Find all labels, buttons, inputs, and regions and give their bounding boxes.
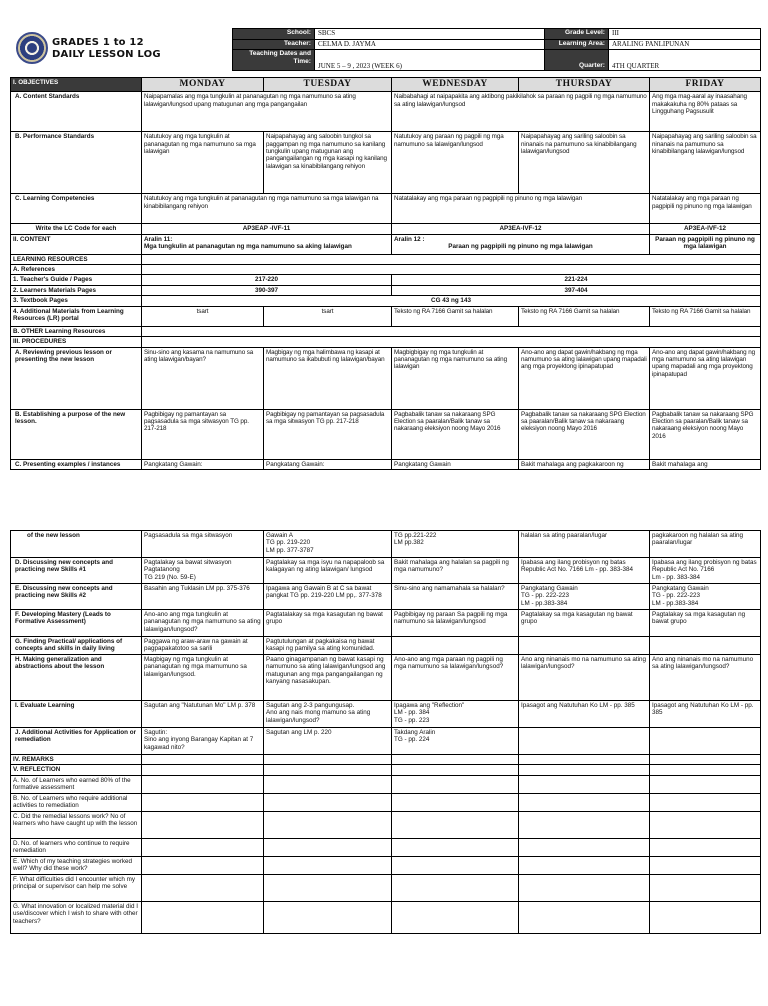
mastery-wed: Pagbibigay ng paraan Sa pagpili ng mga namumuno sa lalawigan/lungsod <box>392 610 519 637</box>
other-resources-blank <box>142 326 761 336</box>
discuss2-fri: Pangkatang Gawain TG - pp. 222-223 LM - pp.383-384 <box>650 584 761 610</box>
area-value: ARALING PANLIPUNAN <box>609 39 761 50</box>
examples2-mon: Pagsasadula sa mga sitwasyon <box>142 531 264 558</box>
day-thursday: THURSDAY <box>519 78 650 92</box>
additional-materials-label: 4. Additional Materials from Learning Resources (LR) portal <box>11 306 142 326</box>
reflection-a-wed <box>392 775 519 793</box>
purpose-fri: Pagbabalik tanaw sa nakaraang SPG Election sa paaralan/Balik tanaw sa nakaraang eleksiyon noong Mayo 2016 <box>650 409 761 459</box>
lm-pages-wed-fri: 397-404 <box>392 285 761 295</box>
tg-pages-wed-fri: 221-224 <box>392 275 761 285</box>
lc-code-fri: AP3EA-IVF-12 <box>650 224 761 234</box>
generalization-tue: Paano ginagampanan ng bawat kasapi ng namumuno sa ating lalawigan/lungsod ang matugunan ang mga pangangailangan ng kanyang nasasakupan. <box>264 655 392 701</box>
additional-fri: Teksto ng RA 7166 Gamit sa halalan <box>650 306 761 326</box>
reflection-a-mon <box>142 775 264 793</box>
reflection-e-wed <box>392 856 519 874</box>
logo-line-2: DAILY LESSON LOG <box>52 49 161 60</box>
evaluate-label: I. Evaluate Learning <box>11 701 142 728</box>
dates-label: Teaching Dates and Time: <box>233 50 315 71</box>
info-table <box>232 28 761 71</box>
purpose-label: B. Establishing a purpose of the new lesson. <box>11 409 142 459</box>
examples-cont-label: of the new lesson <box>11 531 142 558</box>
competencies-fri: Natatalakay ang mga paraan ng pagpipili ng pinuno ng mga lalawigan <box>650 194 761 224</box>
day-monday: MONDAY <box>142 78 264 92</box>
reflection-mon <box>142 765 264 775</box>
reflection-f-fri <box>650 874 761 901</box>
evaluate-fri: Ipasagot ang Natutuhan Ko LM - pp. 385 <box>650 701 761 728</box>
reflection-e-fri <box>650 856 761 874</box>
tg-pages-label: 1. Teacher's Guide / Pages <box>11 275 142 285</box>
content-fri: Paraan ng pagpipili ng pinuno ng mga lalawigan <box>650 234 761 254</box>
generalization-label: H. Making generalization and abstractions about the lesson <box>11 655 142 701</box>
grade-label: Grade Level: <box>545 29 609 40</box>
content-mon-tue <box>142 234 392 254</box>
competencies-mon-tue: Natutukoy ang mga tungkulin at pananagutan ng mga namumuno sa mga lalawigan na kinabibilangang rehiyon <box>142 194 392 224</box>
examples2-tue: Gawain A TG pp. 219-220 LM pp. 377-3787 <box>264 531 392 558</box>
content-standards-fri: Ang mga mag-aaral ay inaasahang makakakuha ng 80% pataas sa Lingguhang Pagsusulit <box>650 92 761 132</box>
reflection-c-fri <box>650 811 761 838</box>
discuss2-tue: Ipagawa ang Gawain B at C sa bawat pangkat TG pp. 219-220 LM pp,. 377-378 <box>264 584 392 610</box>
reflection-f-thu <box>519 874 650 901</box>
reflection-thu <box>519 765 650 775</box>
reflection-g-label: G. What innovation or localized material did I use/discover which I wish to share with other teachers? <box>11 901 142 933</box>
additional-wed: Teksto ng RA 7166 Gamit sa halalan <box>392 306 519 326</box>
competencies-wed-thu: Natatalakay ang mga paraan ng pagpipili ng pinuno ng mga lalawigan <box>392 194 650 224</box>
additional-activities-tue: Sagutan ang LM p. 220 <box>264 728 392 755</box>
discuss1-tue: Pagtalakay sa mga isyu na napapaloob sa kalagayan ng ating lalawigan/ lungsod <box>264 558 392 584</box>
review-thu: Ano-ano ang dapat gawin/hakbang ng mga namumuno sa ating lalawigan upang mapadali ang mga proyektong ipinapatupad <box>519 347 650 409</box>
performance-fri: Naipapahayag ang sariling saloobin sa ninanais na pamumuno sa kinabibilangang lalawigan/lungsod <box>650 132 761 194</box>
remarks-thu <box>519 755 650 765</box>
remarks-tue <box>264 755 392 765</box>
mastery-label: F. Developing Mastery (Leads to Formative Assessment) <box>11 610 142 637</box>
competencies-label: C. Learning Competencies <box>11 194 142 224</box>
examples2-wed: TG pp.221-222 LM pp.382 <box>392 531 519 558</box>
content-standards-label: A. Content Standards <box>11 92 142 132</box>
performance-tue: Naipapahayag ang saloobin tungkol sa paggampan ng mga namumuno sa kanilang tungkulin upang matugunan ang pangangailangan ng mga kasapi ng kanilang lalawigan sa kinabibilangang rehiyon <box>264 132 392 194</box>
evaluate-thu: Ipasagot ang Natutuhan Ko LM - pp. 385 <box>519 701 650 728</box>
additional-activities-label: J. Additional Activities for Application or remediation <box>11 728 142 755</box>
lc-code-mon-tue: AP3EAP -IVF-11 <box>142 224 392 234</box>
reflection-g-tue <box>264 901 392 933</box>
reflection-d-wed <box>392 838 519 856</box>
aralin-11-text: Mga tungkulin at pananagutan ng mga namumuno sa aking lalawigan <box>144 243 352 251</box>
reflection-e-mon <box>142 856 264 874</box>
objectives-header: I. OBJECTIVES <box>11 78 142 92</box>
reflection-c-mon <box>142 811 264 838</box>
learning-resources-label: LEARNING RESOURCES <box>11 254 142 264</box>
purpose-tue: Pagbibigay ng pamantayan sa pagsasadula sa mga sitwasyon TG pp. 217-218 <box>264 409 392 459</box>
reflection-b-label: B. No. of Learners who require additional activities to remediation <box>11 793 142 811</box>
reflection-label: V. REFLECTION <box>11 765 142 775</box>
practical-thu <box>519 637 650 655</box>
quarter-label: Quarter: <box>545 50 609 71</box>
teacher-label: Teacher: <box>233 39 315 50</box>
reflection-e-label: E. Which of my teaching strategies worked well? Why did these work? <box>11 856 142 874</box>
review-wed: Magbigbigay ng mga tungkulin at pananagutan ng mga namumuno sa ating lalawigan <box>392 347 519 409</box>
review-tue: Magbigay ng mga halimbawa ng kasapi at namumuno sa ikabubuti ng lalawigan/bayan <box>264 347 392 409</box>
reflection-f-mon <box>142 874 264 901</box>
mastery-thu: Pagtalakay sa mga kasagutan ng bawat grupo <box>519 610 650 637</box>
review-fri: Ano-ano ang dapat gawin/hakbang ng mga namumuno sa ating lalawigan upang mapadali ang mga proyektong ipinapatupad <box>650 347 761 409</box>
reflection-f-wed <box>392 874 519 901</box>
practical-wed <box>392 637 519 655</box>
reflection-c-thu <box>519 811 650 838</box>
evaluate-mon: Sagutan ang "Natutunan Mo" LM p. 378 <box>142 701 264 728</box>
lc-code-wed-thu: AP3EA-IVF-12 <box>392 224 650 234</box>
grade-value: III <box>609 29 761 40</box>
reflection-c-wed <box>392 811 519 838</box>
content-standards-mon-tue: Naipapamalas ang mga tungkulin at pananagutan ng mga namumuno sa ating lalawigan/lungsod upang matugunan ang mga pangangailan <box>142 92 392 132</box>
examples-wed: Pangkatang Gawain <box>392 459 519 469</box>
examples-fri: Bakit mahalaga ang <box>650 459 761 469</box>
reflection-g-wed <box>392 901 519 933</box>
quarter-value: 4TH QUARTER <box>609 50 761 71</box>
day-wednesday: WEDNESDAY <box>392 78 519 92</box>
reflection-f-tue <box>264 874 392 901</box>
purpose-mon: Pagbibigay ng pamantayan sa pagsasadula sa mga sitwasyon TG pp. 217-218 <box>142 409 264 459</box>
learning-resources-blank <box>142 254 761 264</box>
mastery-fri: Pagtalakay sa mga kasagutan ng bawat grupo <box>650 610 761 637</box>
performance-thu: Naipapahayag ang sariling saloobin sa ninanais na pamumuno sa kinabibilangang lalawigan/lungsod <box>519 132 650 194</box>
examples-tue: Pangkatang Gawain: <box>264 459 392 469</box>
remarks-label: IV. REMARKS <box>11 755 142 765</box>
lm-pages-label: 2. Learners Materials Pages <box>11 285 142 295</box>
performance-standards-label: B. Performance Standards <box>11 132 142 194</box>
content-standards-wed-thu: Naibabahagi at naipapakita ang aktibong pakikilahok sa paraan ng pagpili ng mga namumuno sa ating lalawigan/lungsod <box>392 92 650 132</box>
examples2-thu: halalan sa ating paaralan/lugar <box>519 531 650 558</box>
content-label: II. CONTENT <box>11 234 142 254</box>
reflection-fri <box>650 765 761 775</box>
reflection-g-thu <box>519 901 650 933</box>
additional-mon: tsart <box>142 306 264 326</box>
procedures-blank <box>142 337 761 347</box>
reflection-b-fri <box>650 793 761 811</box>
reflection-c-tue <box>264 811 392 838</box>
reflection-g-mon <box>142 901 264 933</box>
additional-activities-wed: Takdang Aralin TG - pp. 224 <box>392 728 519 755</box>
lm-pages-mon-tue: 390-397 <box>142 285 392 295</box>
reflection-e-tue <box>264 856 392 874</box>
reflection-f-label: F. What difficulties did I encounter which my principal or supervisor can help me solve <box>11 874 142 901</box>
discuss2-label: E. Discussing new concepts and practicing new Skills #2 <box>11 584 142 610</box>
reflection-g-fri <box>650 901 761 933</box>
generalization-mon: Magbigay ng mga tungkulin at pananagutan ng mga mamumuno sa lalawigan/lungsod. <box>142 655 264 701</box>
discuss1-thu: Ipabasa ang ilang probisyon ng batas Republic Act No. 7166 Lm - pp. 383-384 <box>519 558 650 584</box>
additional-tue: tsart <box>264 306 392 326</box>
tg-pages-mon-tue: 217-220 <box>142 275 392 285</box>
aralin-12-title: Aralin 12 : <box>394 235 425 243</box>
logo-line-1: GRADES 1 to 12 <box>52 37 144 48</box>
examples-label: C. Presenting examples / instances <box>11 459 142 469</box>
mastery-tue: Pagtatalakay sa mga kasagutan ng bawat grupo <box>264 610 392 637</box>
reflection-b-thu <box>519 793 650 811</box>
lesson-table-2 <box>10 530 761 934</box>
purpose-wed: Pagbabalik tanaw sa nakaraang SPG Election sa paaralan/Balik tanaw sa nakaraang eleksiyon noong Mayo 2016 <box>392 409 519 459</box>
reflection-a-label: A. No. of Learners who earned 80% of the formative assessment <box>11 775 142 793</box>
deped-seal-icon <box>16 32 48 64</box>
discuss1-wed: Bakit mahalaga ang halalan sa pagpili ng mga namumuno? <box>392 558 519 584</box>
generalization-thu: Ano ang ninanais mo na namumuno sa ating lalawigan/lungsod? <box>519 655 650 701</box>
discuss1-label: D. Discussing new concepts and practicing new Skills #1 <box>11 558 142 584</box>
textbook-pages-all: CG 43 ng 143 <box>142 296 761 306</box>
references-label: A. References <box>11 265 142 275</box>
evaluate-wed: Ipagawa ang "Reflection" LM - pp. 384 TG - pp. 223 <box>392 701 519 728</box>
purpose-thu: Pagbabalik tanaw sa nakaraang SPG Election sa paaralan/Balik tanaw sa nakaraang eleksiyon noong Mayo 2016 <box>519 409 650 459</box>
other-resources-label: B. OTHER Learning Resources <box>11 326 142 336</box>
logo-title <box>52 37 161 61</box>
examples2-fri: pagkakaroon ng halalan sa ating paaralan/lugar <box>650 531 761 558</box>
teacher-value: CELMA D. JAYMA <box>315 39 545 50</box>
lesson-table-1 <box>10 77 761 470</box>
school-value: SBCS <box>315 29 545 40</box>
textbook-pages-label: 3. Textbook Pages <box>11 296 142 306</box>
reflection-d-fri <box>650 838 761 856</box>
practical-tue: Pagtutulungan at pagkakaisa ng bawat kasapi ng pamilya sa ating komunidad. <box>264 637 392 655</box>
discuss2-thu: Pangkatang Gawain TG - pp. 222-223 LM - pp.383-384 <box>519 584 650 610</box>
performance-mon: Natutukoy ang mga tungkulin at pananagutan ng mga namumuno sa mga lalawigan <box>142 132 264 194</box>
dates-value: JUNE 5 – 9 , 2023 (WEEK 6) <box>315 50 545 71</box>
reflection-a-fri <box>650 775 761 793</box>
practical-fri <box>650 637 761 655</box>
reflection-d-mon <box>142 838 264 856</box>
evaluate-tue: Sagutan ang 2-3 pangungusap. Ano ang nais mong mamuno sa ating lalawigan/lungsod? <box>264 701 392 728</box>
performance-wed: Natutukoy ang paraan ng pagpili ng mga namumuno sa lalawigan/lungsod <box>392 132 519 194</box>
practical-label: G. Finding Practical/ applications of concepts and skills in daily living <box>11 637 142 655</box>
reflection-b-wed <box>392 793 519 811</box>
reflection-b-mon <box>142 793 264 811</box>
mastery-mon: Ano-ano ang mga tungkulin at pananagutan ng mga namumuno sa ating lalawigan/lungsod? <box>142 610 264 637</box>
reflection-d-tue <box>264 838 392 856</box>
lc-code-label: Write the LC Code for each <box>11 224 142 234</box>
discuss2-mon: Basahin ang Tuklasin LM pp. 375-376 <box>142 584 264 610</box>
aralin-11-title: Aralin 11: <box>144 235 173 243</box>
references-blank <box>142 265 761 275</box>
school-label: School: <box>233 29 315 40</box>
generalization-wed: Ano-ano ang mga paraan ng pagpili ng mga namumuno sa lalawigan/lungsod? <box>392 655 519 701</box>
examples-thu: Bakit mahalaga ang pagkakaroon ng <box>519 459 650 469</box>
discuss2-wed: Sinu-sino ang namamahala sa halalan? <box>392 584 519 610</box>
remarks-mon <box>142 755 264 765</box>
review-mon: Sinu-sino ang kasama na namumuno sa ating lalawigan/bayan? <box>142 347 264 409</box>
remarks-wed <box>392 755 519 765</box>
reflection-b-tue <box>264 793 392 811</box>
aralin-12-text: Paraan ng pagpipili ng pinuno ng mga lalawigan <box>448 243 593 251</box>
examples-mon: Pangkatang Gawain: <box>142 459 264 469</box>
additional-thu: Teksto ng RA 7166 Gamit sa halalan <box>519 306 650 326</box>
reflection-e-thu <box>519 856 650 874</box>
reflection-d-thu <box>519 838 650 856</box>
lesson-log-page-2 <box>0 530 768 1006</box>
content-wed-thu <box>392 234 650 254</box>
additional-activities-mon: Sagutin: Sino ang inyong Barangay Kapitan at 7 kagawad nito? <box>142 728 264 755</box>
reflection-d-label: D. No. of learners who continue to require remediation <box>11 838 142 856</box>
procedures-label: III. PROCEDURES <box>11 337 142 347</box>
reflection-c-label: C. Did the remedial lessons work? No of learners who have caught up with the lesson <box>11 811 142 838</box>
discuss1-fri: Ipabasa ang ilang probisyon ng batas Republic Act No. 7166 Lm - pp. 383-384 <box>650 558 761 584</box>
lesson-log-page-1 <box>0 0 768 480</box>
area-label: Learning Area: <box>545 39 609 50</box>
additional-activities-fri <box>650 728 761 755</box>
practical-mon: Paggawa ng araw-araw na gawain at pagpapakatotoo sa sarili <box>142 637 264 655</box>
reflection-tue <box>264 765 392 775</box>
review-label: A. Reviewing previous lesson or presenting the new lesson <box>11 347 142 409</box>
reflection-a-tue <box>264 775 392 793</box>
day-friday: FRIDAY <box>650 78 761 92</box>
remarks-fri <box>650 755 761 765</box>
reflection-a-thu <box>519 775 650 793</box>
reflection-wed <box>392 765 519 775</box>
discuss1-mon: Pagtalakay sa bawat sitwasyon Pagtatanong TG 219 (No. 59-E) <box>142 558 264 584</box>
day-tuesday: TUESDAY <box>264 78 392 92</box>
generalization-fri: Ano ang ninanais mo na namumuno sa ating lalawigan/lungsod? <box>650 655 761 701</box>
additional-activities-thu <box>519 728 650 755</box>
